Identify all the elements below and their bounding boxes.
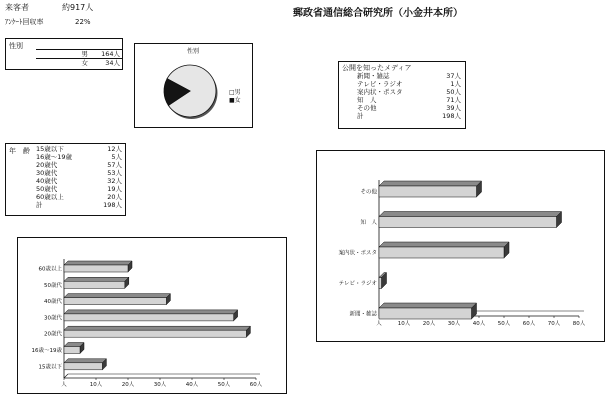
- bar-top: [64, 326, 250, 330]
- table-row: 男 164人: [36, 50, 122, 59]
- tick-label: 60人: [522, 321, 536, 327]
- bar: [64, 265, 128, 272]
- gender-table-title: 性別: [9, 42, 23, 50]
- table-row: 30歳代 53人: [36, 169, 122, 177]
- category-label: 30歳代: [44, 315, 62, 322]
- category-label: その他: [360, 189, 377, 196]
- table-row: 60歳以上 20人: [36, 193, 122, 201]
- tick-label: 40人: [185, 382, 199, 388]
- tick-label: 10人: [89, 382, 103, 388]
- bar: [64, 314, 234, 321]
- tick-label: 40人: [472, 321, 486, 327]
- tick-label: 人: [61, 382, 67, 388]
- bar: [379, 186, 477, 197]
- tick-label: 60人: [249, 382, 263, 388]
- bar-top: [64, 310, 238, 314]
- age-bar-chart: [17, 237, 287, 394]
- table-row: 計 198人: [36, 201, 122, 209]
- table-row: 女 34人: [81, 59, 120, 67]
- media-table-body: [355, 72, 463, 120]
- visitors-value: 約917人: [62, 3, 94, 12]
- category-label: 案内状・ポスタ: [338, 250, 377, 257]
- media-table-title: 公開を知ったメディア: [342, 64, 412, 72]
- category-label: 15歳以下: [38, 364, 62, 371]
- bar-top: [379, 242, 509, 247]
- tick-label: 30人: [447, 321, 461, 327]
- category-label: 60歳以上: [38, 266, 62, 273]
- bar-top: [64, 294, 170, 298]
- tick-label: 20人: [422, 321, 436, 327]
- age-chart-svg: [18, 238, 286, 393]
- tick-label: 50人: [497, 321, 511, 327]
- tick-label: 人: [376, 321, 382, 327]
- media-table: [338, 61, 466, 129]
- category-label: テレビ・ラジオ: [338, 281, 377, 287]
- table-row: 案内状・ポスタ 50人: [357, 88, 461, 96]
- bar-top: [379, 212, 562, 217]
- bar: [64, 363, 102, 370]
- response-rate-value: 22%: [75, 18, 91, 26]
- category-label: 16歳〜19歳: [31, 348, 62, 354]
- bar: [379, 217, 557, 228]
- tick-label: 50人: [217, 382, 231, 388]
- category-label: 50歳代: [44, 282, 62, 289]
- category-label: 40歳代: [44, 299, 62, 306]
- bar: [379, 278, 382, 289]
- bar: [64, 330, 246, 337]
- bar-top: [64, 277, 129, 281]
- table-row: テレビ・ラジオ 1人: [357, 80, 461, 88]
- bar-top: [64, 359, 106, 363]
- bar: [64, 298, 166, 305]
- gender-table: [5, 38, 123, 70]
- table-row: 16歳〜19歳 5人: [36, 153, 122, 161]
- bar: [64, 347, 80, 354]
- tick-label: 30人: [153, 382, 167, 388]
- legend-male: □男: [229, 89, 241, 96]
- table-row: 知 人 71人: [357, 96, 461, 104]
- age-table-body: [34, 145, 124, 209]
- table-row: 20歳代 57人: [36, 161, 122, 169]
- tick-label: 80人: [572, 321, 586, 327]
- gender-pie-chart: [134, 43, 253, 128]
- pie-svg: [135, 44, 252, 127]
- table-row: 計 198人: [357, 112, 461, 120]
- axis-depth: [64, 374, 68, 378]
- bar-top: [379, 303, 477, 308]
- bar: [64, 281, 125, 288]
- table-row: その他 39人: [357, 104, 461, 112]
- age-table-title: 年 齢: [9, 147, 30, 155]
- media-bar-chart: [316, 150, 605, 342]
- pie-title: 性別: [187, 48, 200, 55]
- tick-label: 70人: [547, 321, 561, 327]
- bar: [379, 247, 504, 258]
- legend-female: ■女: [229, 97, 241, 104]
- visitors-label: 来客者: [5, 3, 29, 12]
- age-table: [5, 143, 126, 216]
- bar-top: [64, 261, 132, 265]
- table-row: 15歳以下 12人: [36, 145, 122, 153]
- tick-label: 20人: [121, 382, 135, 388]
- category-label: 知 人: [360, 220, 377, 226]
- table-row: 50歳代 19人: [36, 185, 122, 193]
- table-row: 新聞・雑誌 37人: [357, 72, 461, 80]
- media-chart-svg: [317, 151, 604, 341]
- bar: [379, 308, 472, 319]
- facility-title: 郵政省通信総合研究所（小金井本所）: [293, 8, 463, 19]
- tick-label: 10人: [397, 321, 411, 327]
- category-label: 新聞・雑誌: [349, 311, 377, 318]
- response-rate-label: ｱﾝｹｰﾄ回収率: [5, 18, 44, 26]
- table-row: 40歳代 32人: [36, 177, 122, 185]
- category-label: 20歳代: [44, 331, 62, 338]
- bar-top: [379, 181, 482, 186]
